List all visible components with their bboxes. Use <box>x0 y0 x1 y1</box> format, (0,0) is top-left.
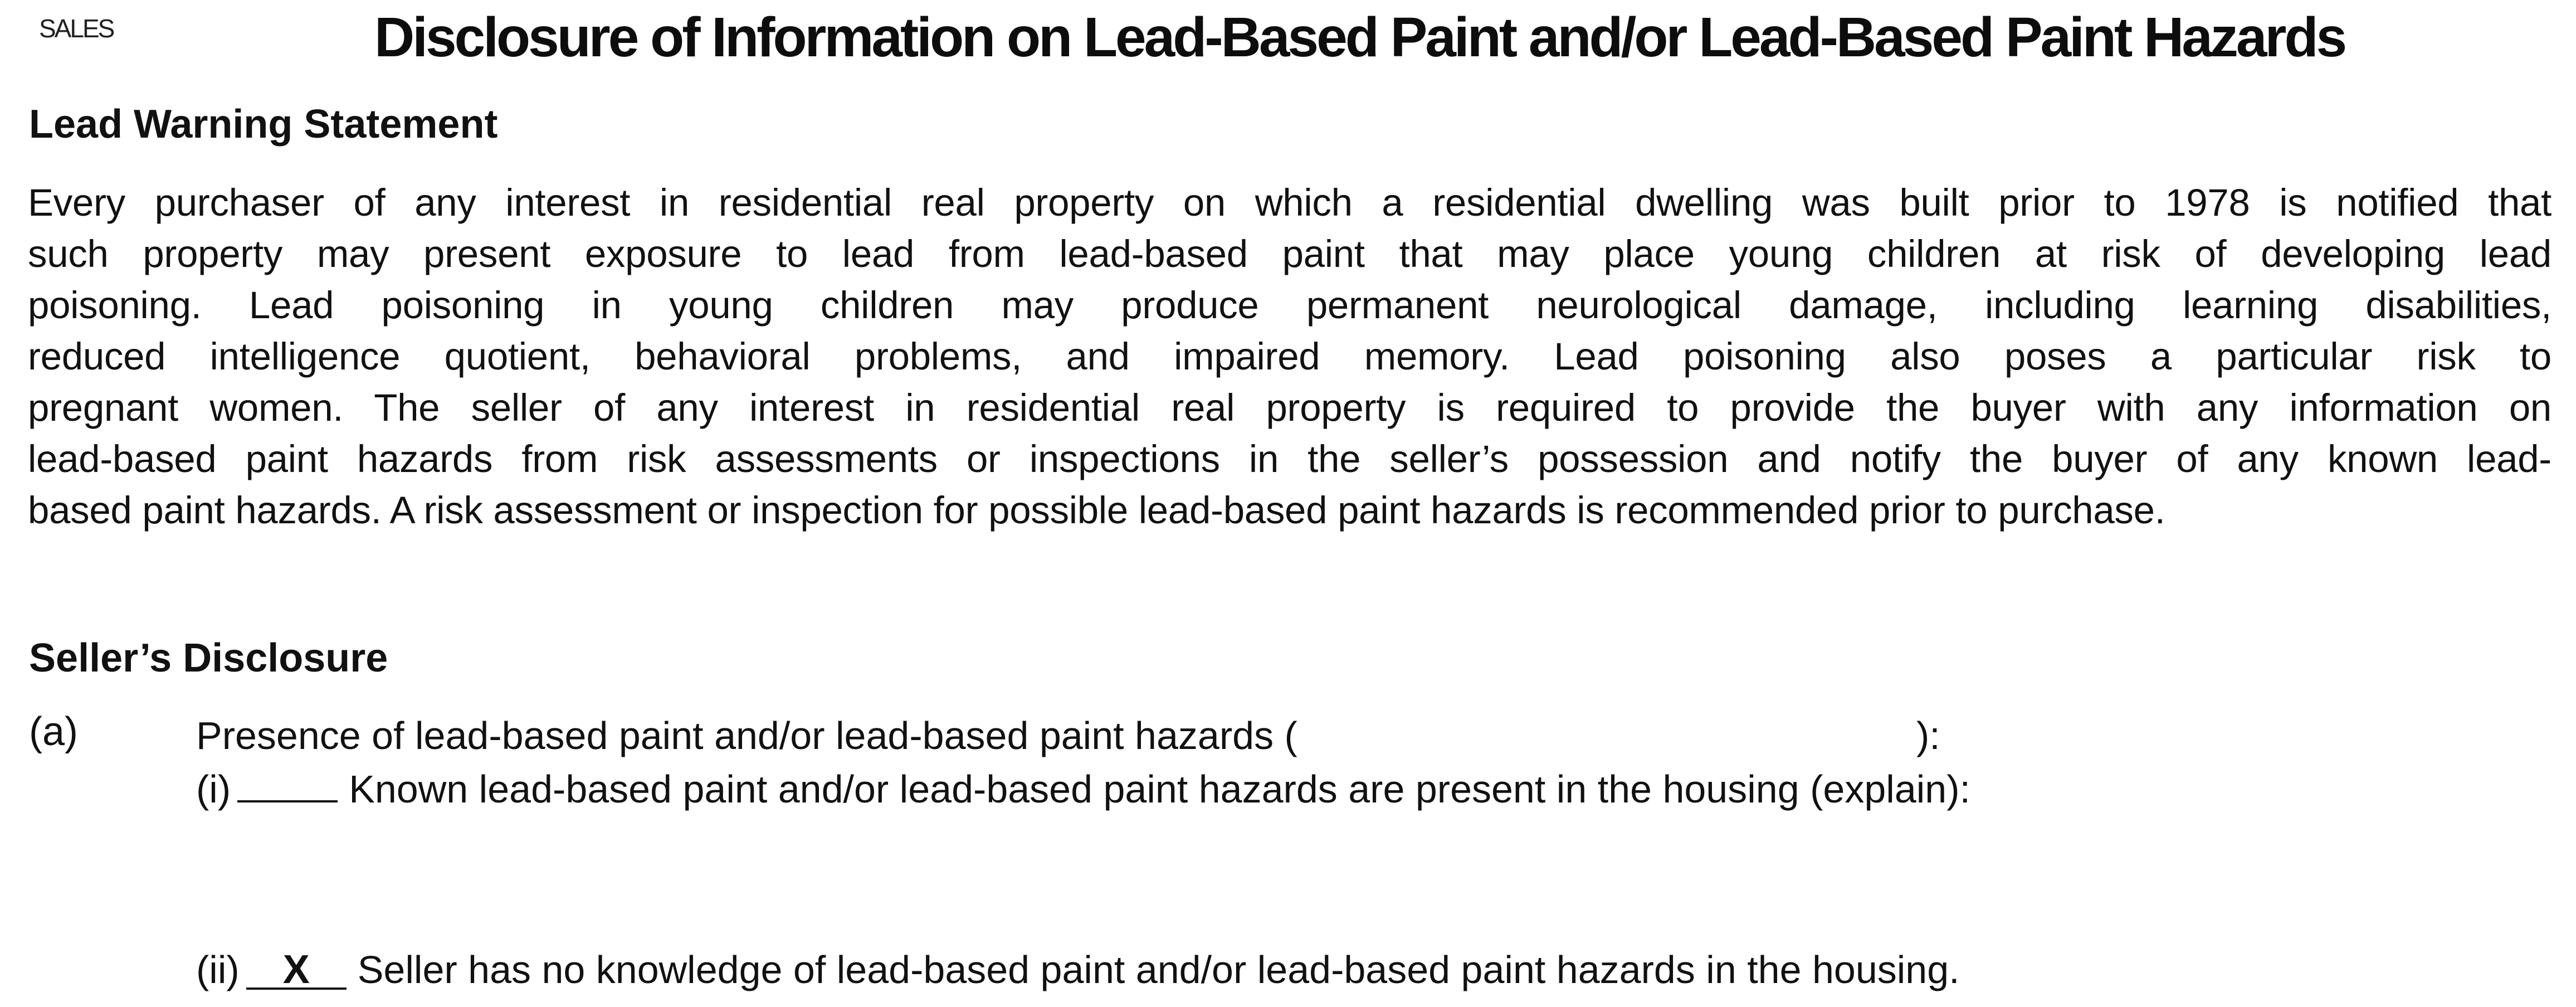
option-ii-row <box>196 947 1960 992</box>
paragraph-line: reduced intelligence quotient, behavioral problems, and impaired memory. Lead poisoning also poses a particular risk to <box>28 335 2551 378</box>
paragraph-line: pregnant women. The seller of any interest in residential real property is required to provide the buyer with any information on <box>28 386 2551 429</box>
paragraph-line: such property may present exposure to lead from lead-based paint that may place young children at risk of developing lead <box>28 232 2551 275</box>
lead-warning-heading: Lead Warning Statement <box>29 102 498 147</box>
paragraph-line: poisoning. Lead poisoning in young children may produce permanent neurological damage, including learning disabilities, <box>28 284 2551 327</box>
option-ii-blank-field[interactable]: X <box>246 952 347 990</box>
form-title: Disclosure of Information on Lead-Based Paint and/or Lead-Based Paint Hazards <box>374 6 2345 69</box>
item-a-close-paren: ): <box>1916 714 1940 757</box>
paragraph-line: lead-based paint hazards from risk assessments or inspections in the seller’s possession and notify the buyer of any known lead- <box>28 437 2551 480</box>
option-i-label: (i) <box>196 767 231 811</box>
paragraph-line: Every purchaser of any interest in residential real property on which a residential dwelling was built prior to 1978 is notified that <box>28 181 2551 224</box>
item-a-text: Presence of lead-based paint and/or lead-based paint hazards ( <box>196 714 1297 757</box>
option-i-row <box>196 765 1970 811</box>
form-code: SALES <box>39 14 114 43</box>
option-i-blank-field[interactable] <box>237 765 338 802</box>
seller-disclosure-heading: Seller’s Disclosure <box>29 636 388 680</box>
option-i-text: Known lead-based paint and/or lead-based paint hazards are present in the housing (explain): <box>349 767 1970 811</box>
option-ii-label: (ii) <box>196 948 240 991</box>
lead-warning-paragraph <box>28 177 2551 536</box>
paragraph-line: based paint hazards. A risk assessment or inspection for possible lead-based paint hazards is recommended prior to purchase. <box>28 489 2165 532</box>
item-a-label: (a) <box>29 709 78 754</box>
option-ii-text: Seller has no knowledge of lead-based paint and/or lead-based paint hazards in the housing. <box>357 948 1960 991</box>
